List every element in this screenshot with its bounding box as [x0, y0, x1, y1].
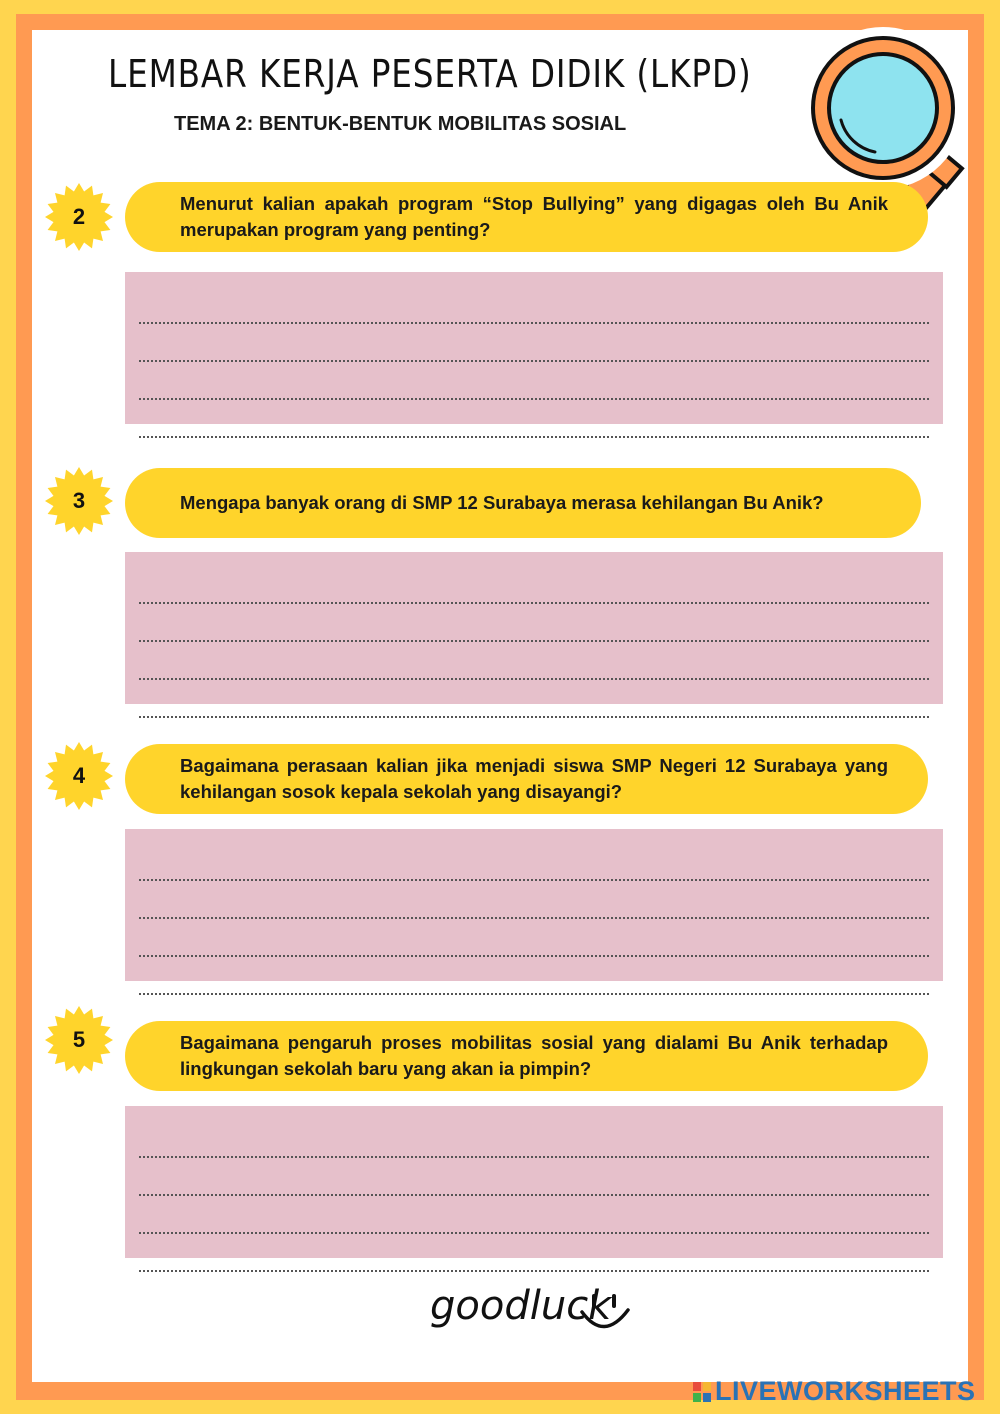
answer-line	[139, 919, 929, 957]
goodluck-text: goodluck	[430, 1283, 612, 1329]
liveworksheets-logo	[693, 1376, 976, 1407]
page-subtitle: TEMA 2: BENTUK-BENTUK MOBILITAS SOSIAL	[174, 113, 627, 135]
answer-line	[139, 680, 929, 718]
page-title: LEMBAR KERJA PESERTA DIDIK (LKPD)	[108, 52, 752, 96]
answer-line	[139, 1234, 929, 1272]
answer-line	[139, 286, 929, 324]
answer-line	[139, 566, 929, 604]
answer-line	[139, 843, 929, 881]
answer-line	[139, 362, 929, 400]
answer-box[interactable]	[125, 272, 943, 424]
question-number: 2	[72, 204, 86, 229]
answer-line	[139, 881, 929, 919]
answer-line	[139, 324, 929, 362]
brand-name: LIVEWORKSHEETS	[715, 1376, 976, 1406]
question-text: Bagaimana pengaruh proses mobilitas sosial yang dialami Bu Anik terhadap lingkungan sekolah baru yang akan ia pimpin?	[180, 1032, 888, 1079]
answer-line	[139, 642, 929, 680]
question-pill	[125, 468, 921, 538]
logo-blocks-icon	[693, 1382, 711, 1402]
question-number-badge	[44, 182, 114, 252]
answer-box[interactable]	[125, 552, 943, 704]
question-number: 4	[72, 763, 86, 788]
smiley-icon	[578, 1290, 634, 1341]
question-number: 3	[72, 488, 86, 513]
answer-line	[139, 957, 929, 995]
question-pill	[125, 182, 928, 252]
answer-line	[139, 1196, 929, 1234]
question-text: Mengapa banyak orang di SMP 12 Surabaya merasa kehilangan Bu Anik?	[180, 492, 824, 513]
question-number-badge	[44, 741, 114, 811]
question-number-badge	[44, 1005, 114, 1075]
answer-line	[139, 1120, 929, 1158]
answer-box[interactable]	[125, 829, 943, 981]
answer-line	[139, 400, 929, 438]
question-text: Bagaimana perasaan kalian jika menjadi siswa SMP Negeri 12 Surabaya yang kehilangan sosok kepala sekolah yang disayangi?	[180, 755, 888, 802]
question-number: 5	[72, 1027, 86, 1052]
answer-line	[139, 604, 929, 642]
question-pill	[125, 1021, 928, 1091]
question-number-badge	[44, 466, 114, 536]
question-pill	[125, 744, 928, 814]
answer-line	[139, 1158, 929, 1196]
question-text: Menurut kalian apakah program “Stop Bullying” yang digagas oleh Bu Anik merupakan program yang penting?	[180, 193, 888, 240]
answer-box[interactable]	[125, 1106, 943, 1258]
